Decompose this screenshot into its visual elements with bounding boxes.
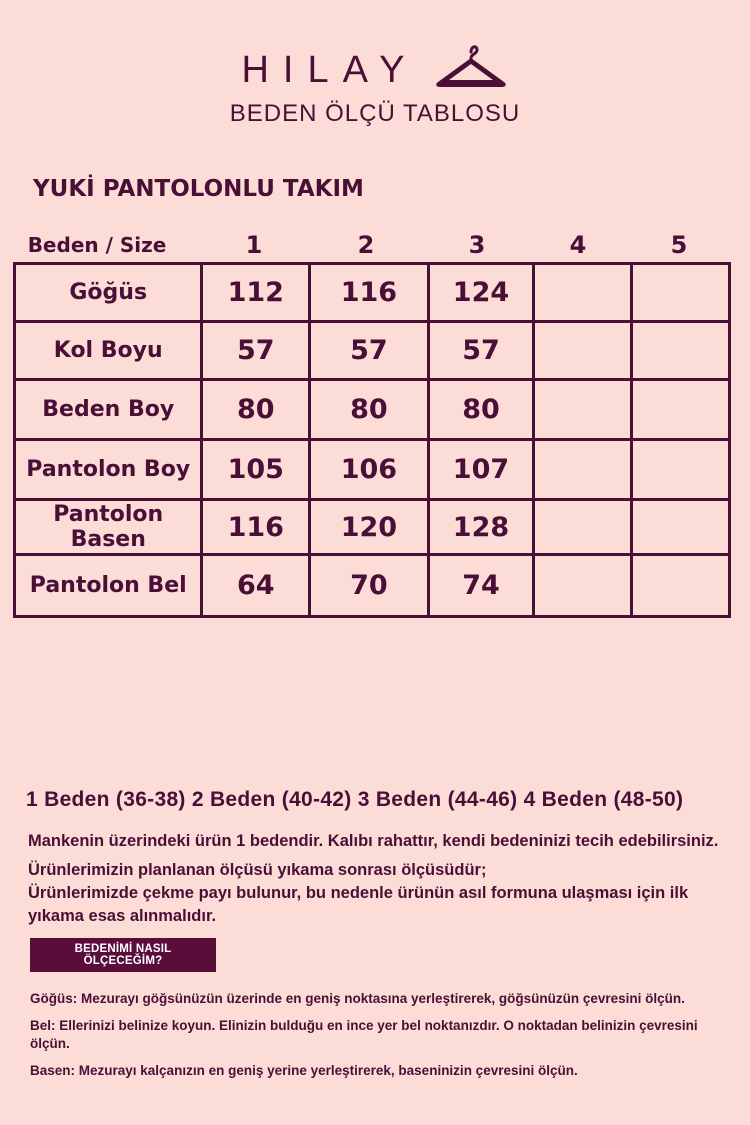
table-cell (534, 555, 631, 617)
size-header-label: Beden / Size (27, 233, 167, 257)
size-header-4: 4 (569, 231, 587, 259)
table-cell: 74 (428, 555, 534, 617)
how-to-measure-button[interactable]: BEDENİMİ NASIL ÖLÇECEĞİM? (30, 938, 216, 972)
table-cell (631, 380, 729, 440)
brand-logo-text: HILAY (241, 49, 419, 91)
note-fit: Mankenin üzerindeki ürün 1 bedendir. Kalıbı rahattır, kendi bedeninizi tecih edebilirsiniz. (28, 832, 719, 850)
size-header-2: 2 (357, 231, 375, 259)
table-cell: 128 (428, 500, 534, 555)
size-header-row (13, 230, 731, 260)
table-cell: 116 (202, 500, 310, 555)
table-cell (631, 555, 729, 617)
size-range-note: 1 Beden (36-38) 2 Beden (40-42) 3 Beden (44-46) 4 Beden (48-50) (26, 788, 684, 811)
table-cell: 106 (310, 440, 429, 500)
table-row (15, 500, 730, 555)
table-row (15, 555, 730, 617)
row-label: Göğüs (15, 264, 202, 322)
table-cell (534, 440, 631, 500)
size-header-5: 5 (670, 231, 688, 259)
table-cell: 80 (310, 380, 429, 440)
product-title: YUKİ PANTOLONLU TAKIM (33, 176, 364, 202)
size-table (13, 262, 731, 618)
table-cell: 57 (310, 322, 429, 380)
measure-waist: Bel: Ellerinizi belinize koyun. Elinizin bulduğu en ince yer bel noktanızdır. O noktadan belinizin çevresini ölçün. (30, 1018, 698, 1051)
table-cell: 80 (202, 380, 310, 440)
note-wash: Ürünlerimizin planlanan ölçüsü yıkama sonrası ölçüsüdür; (28, 861, 487, 879)
measure-chest: Göğüs: Mezurayı göğsünüzün üzerinde en geniş noktasına yerleştirerek, göğsünüzün çevresini ölçün. (30, 991, 685, 1006)
table-cell (631, 264, 729, 322)
table-cell: 57 (428, 322, 534, 380)
table-row (15, 264, 730, 322)
row-label: Pantolon Boy (15, 440, 202, 500)
row-label: Pantolon Basen (15, 500, 202, 555)
note-shrink: Ürünlerimizde çekme payı bulunur, bu nedenle ürünün asıl formuna ulaşması için ilk yıkama esas alınmalıdır. (28, 884, 689, 925)
brand-header (0, 42, 750, 92)
measure-instructions (30, 990, 720, 1089)
row-label: Beden Boy (15, 380, 202, 440)
table-cell: 112 (202, 264, 310, 322)
table-cell: 70 (310, 555, 429, 617)
hanger-icon (433, 42, 509, 92)
table-cell: 105 (202, 440, 310, 500)
table-cell (631, 440, 729, 500)
table-cell: 107 (428, 440, 534, 500)
table-cell: 116 (310, 264, 429, 322)
table-cell (534, 500, 631, 555)
table-cell (534, 264, 631, 322)
table-row (15, 440, 730, 500)
table-cell (631, 322, 729, 380)
size-header-1: 1 (245, 231, 263, 259)
table-cell: 64 (202, 555, 310, 617)
table-cell (534, 322, 631, 380)
table-cell: 80 (428, 380, 534, 440)
row-label: Kol Boyu (15, 322, 202, 380)
table-row (15, 322, 730, 380)
table-cell (534, 380, 631, 440)
table-cell (631, 500, 729, 555)
table-row (15, 380, 730, 440)
measure-hip: Basen: Mezurayı kalçanızın en geniş yerine yerleştirerek, baseninizin çevresini ölçün. (30, 1063, 578, 1078)
product-notes (28, 830, 738, 928)
table-cell: 124 (428, 264, 534, 322)
size-header-3: 3 (468, 231, 486, 259)
table-cell: 57 (202, 322, 310, 380)
page-subtitle: BEDEN ÖLÇÜ TABLOSU (229, 100, 521, 127)
row-label: Pantolon Bel (15, 555, 202, 617)
table-cell: 120 (310, 500, 429, 555)
